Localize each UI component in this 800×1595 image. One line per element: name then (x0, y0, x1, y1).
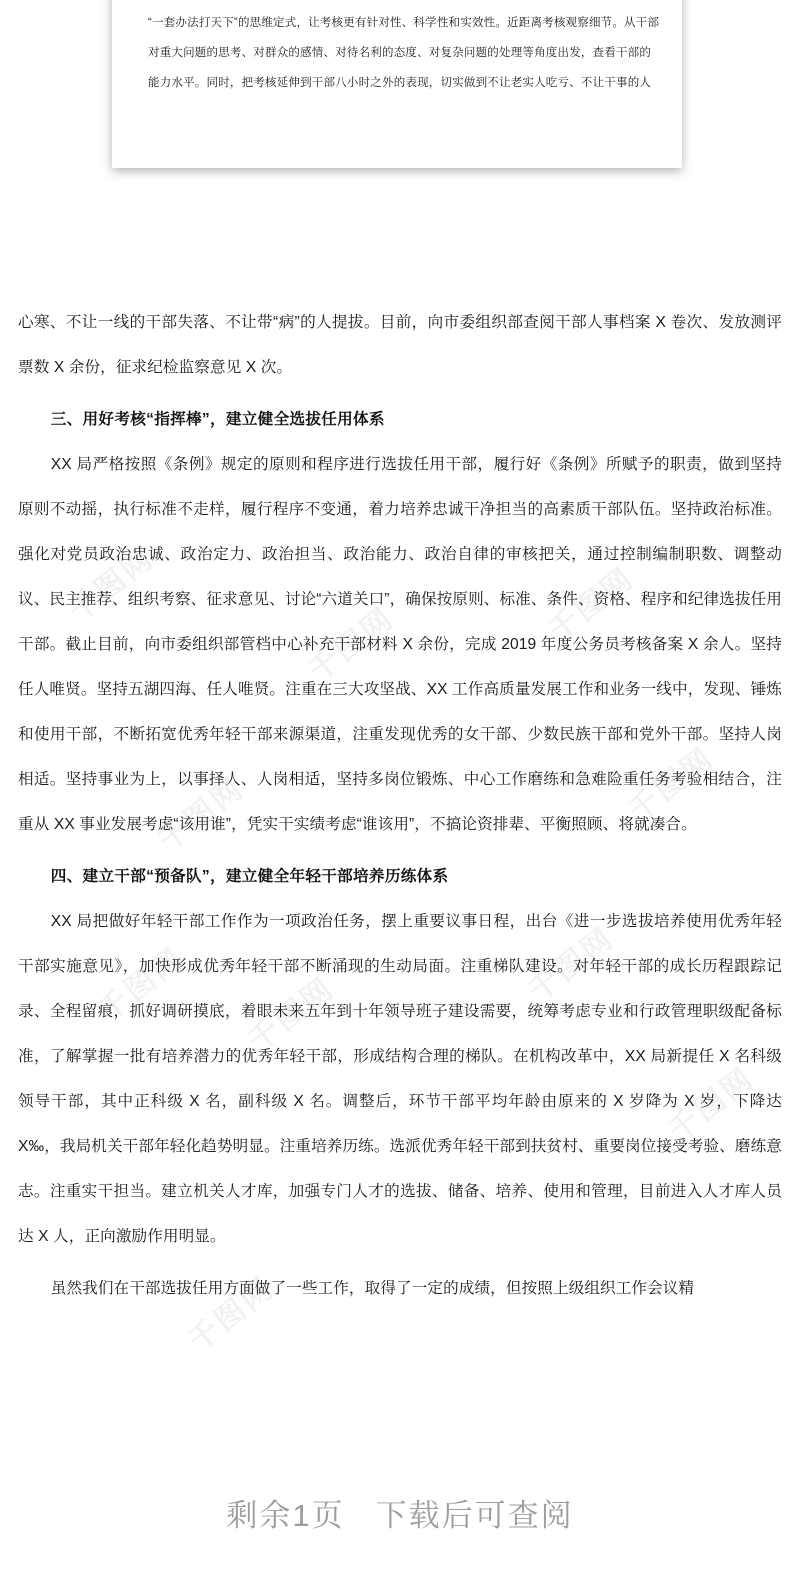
spacer (0, 847, 800, 854)
download-notice (0, 1490, 800, 1535)
section-heading-four: 四、建立干部“预备队”，建立健全年轻干部培养历练体系 (50, 868, 449, 885)
remaining-pages-label: 剩余1页 (226, 1498, 345, 1533)
preview-line: 能力水平。同时，把考核延伸到干部八小时之外的表现，切实做到不让老实人吃亏、不让干事的人 (148, 77, 652, 89)
watermark-text: 千图网 (182, 1271, 281, 1359)
watermark-text: 千图网 (242, 971, 341, 1059)
download-hint-label: 下载后可查阅 (375, 1498, 574, 1533)
previous-page-preview-card (112, 0, 682, 168)
section-four-paragraph: XX 局把做好年轻干部工作作为一项政治任务，摆上重要议事日程，出台《进一步选拔培养使用优秀年轻干部实施意见》，加快形成优秀年轻干部不断涌现的生动局面。注重梯队建设。对年轻干部的成长历程跟踪记录、全程留痕，抓好调研摸底，着眼未来五年到十年领导班子建设需要，统筹考虑专业和行政管理职级配备标准，了解掌握一批有培养潜力的优秀年轻干部，形成结构合理的梯队。在机构改革中，XX 局新提任 X 名科级领导干部，其中正科级 X 名，副科级 X 名。调整后，环节干部平均年龄由原来的 X 岁降为 X 岁，下降达 X‰，我局机关干部年轻化趋势明显。注重培养历练。选派优秀年轻干部到扶贫村、重要岗位接受考验、磨练意志。注重实干担当。建立机关人才库，加强专门人才的选拔、储备、培养、使用和管理，目前进入人才库人员达 X 人，正向激励作用明显。 (18, 913, 782, 1245)
watermark-text: 千图网 (92, 941, 191, 1029)
spacer (0, 1259, 800, 1266)
paragraph-final: 虽然我们在干部选拔任用方面做了一些工作，取得了一定的成绩，但按照上级组织工作会议精 (50, 1280, 695, 1297)
watermark-text: 千图网 (622, 741, 721, 829)
watermark-text: 千图网 (302, 601, 401, 689)
watermark-text: 千图网 (662, 1061, 761, 1149)
section-three-paragraph: XX 局严格按照《条例》规定的原则和程序进行选拔任用干部，履行好《条例》所赋予的职责，做到坚持原则不动摇，执行标准不走样，履行程序不变通，着力培养忠诚干净担当的高素质干部队伍。坚持政治标准。强化对党员政治忠诚、政治定力、政治担当、政治能力、政治自律的审核把关，通过控制编制职数、调整动议、民主推荐、组织考察、征求意见、讨论“六道关口”，确保按原则、标准、条件、资格、程序和纪律选拔任用干部。截止目前，向市委组织部管档中心补充干部材料 X 余份，完成 2019 年度公务员考核备案 X 余人。坚持任人唯贤。坚持五湖四海、任人唯贤。注重在三大攻坚战、XX 工作高质量发展工作和业务一线中，发现、锤炼和使用干部，不断拓宽优秀年轻干部来源渠道，注重发现优秀的女干部、少数民族干部和党外干部。坚持人岗相适。坚持事业为上，以事择人、人岗相适，坚持多岗位锻炼、中心工作磨练和急难险重任务考验相结合，注重从 XX 事业发展考虑“该用谁”，凭实干实绩考虑“谁该用”，不搞论资排辈、平衡照顾、将就凑合。 (18, 456, 782, 833)
watermark-text: 千图网 (152, 771, 251, 859)
paragraph-continued: 心寒、不让一线的干部失落、不让带“病”的人提拔。目前，向市委组织部查阅干部人事档案 X 卷次、发放测评票数 X 余份，征求纪检监察意见 X 次。 (18, 314, 782, 376)
spacer (0, 390, 800, 397)
watermark-text: 千图网 (522, 921, 621, 1009)
watermark-text: 千图网 (542, 561, 641, 649)
section-heading-three: 三、用好考核“指挥棒”，建立健全选拔任用体系 (50, 411, 385, 428)
document-body (0, 300, 800, 1311)
watermark-text: 千图网 (62, 541, 161, 629)
preview-line: “一套办法打天下”的思维定式，让考核更有针对性、科学性和实效性。近距离考核观察细节。从干部 (148, 17, 660, 29)
preview-line: 对重大问题的思考、对群众的感情、对待名利的态度、对复杂问题的处理等角度出发，查看干部的 (148, 47, 652, 59)
